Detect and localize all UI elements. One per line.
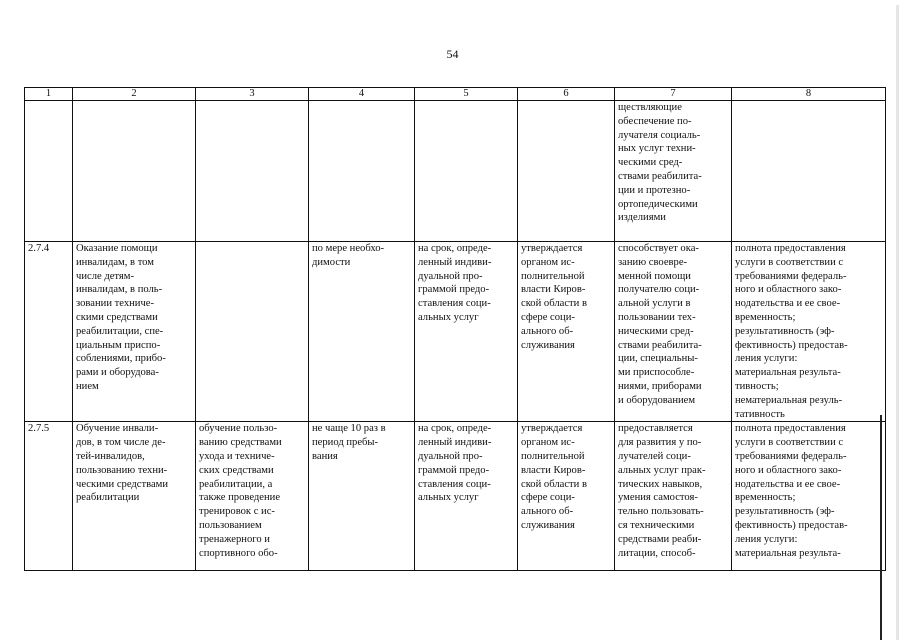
service-term: на срок, опреде- ленный индиви- дуальной про- граммой предо- ставления соци- альных услуг xyxy=(415,422,518,571)
table-row xyxy=(25,242,886,422)
column-header: 5 xyxy=(415,88,518,101)
service-frequency: не чаще 10 раз в период пребы- вания xyxy=(309,422,415,571)
column-header: 2 xyxy=(73,88,196,101)
row-number: 2.7.5 xyxy=(25,422,73,571)
scan-edge-shadow xyxy=(896,5,899,640)
service-cost: утверждается органом ис- полнительной власти Киров- ской области в сфере соци- ального об- служивания xyxy=(518,422,615,571)
table-cell xyxy=(309,101,415,242)
service-conditions: способствует ока- занию своевре- менной помощи получателю соци- альной услуги в пользовании тех- ническими сред- ствами реабилита- ции, специальны- ми приспособле- ниями, приборами и оборудованием xyxy=(615,242,732,422)
table-cell xyxy=(196,101,309,242)
services-table xyxy=(24,87,886,571)
column-header: 3 xyxy=(196,88,309,101)
service-quality: полнота предоставления услуги в соответствии с требованиями федераль- ного и областного зако- нодательства и ее свое- временность; результативность (эф- фективность) предостав- ления услуги: материальная результа- тивность; нематериальная резуль- тативность xyxy=(732,242,886,422)
scan-edge-line xyxy=(880,415,882,640)
column-header: 4 xyxy=(309,88,415,101)
service-description: обучение пользо- ванию средствами ухода и техниче- ских средствами реабилитации, а также проведение тренировок с ис- пользованием тренажерного и спортивного обо- xyxy=(196,422,309,571)
table-row xyxy=(25,422,886,571)
service-conditions: предоставляется для развития у по- лучателей соци- альных услуг прак- тических навыков, умения самостоя- тельно пользовать- ся техническими средствами реаби- литации, способ- xyxy=(615,422,732,571)
column-header: 1 xyxy=(25,88,73,101)
table-cell xyxy=(25,101,73,242)
service-term: на срок, опреде- ленный индиви- дуальной про- граммой предо- ставления соци- альных услуг xyxy=(415,242,518,422)
table-cell xyxy=(732,101,886,242)
service-name: Оказание помощи инвалидам, в том числе детям- инвалидам, в поль- зовании техниче- скими средствами реабилитации, спе- циальным приспо- соблениями, прибо- рами и оборудова- нием xyxy=(73,242,196,422)
column-header: 6 xyxy=(518,88,615,101)
table-cell: ществляющие обеспечение по- лучателя социаль- ных услуг техни- ческими сред- ствами реабилита- ции и протезно- ортопедическими изделиями xyxy=(615,101,732,242)
table-cell xyxy=(518,101,615,242)
row-number: 2.7.4 xyxy=(25,242,73,422)
service-description xyxy=(196,242,309,422)
table-cell xyxy=(415,101,518,242)
page-number: 54 xyxy=(446,47,459,61)
service-name: Обучение инвали- дов, в том числе де- тей-инвалидов, пользованию техни- ческими средствами реабилитации xyxy=(73,422,196,571)
header-row xyxy=(25,88,886,101)
service-frequency: по мере необхо- димости xyxy=(309,242,415,422)
service-quality: полнота предоставления услуги в соответствии с требованиями федераль- ного и областного зако- нодательства и ее свое- временность; результативность (эф- фективность) предостав- ления услуги: материальная результа- xyxy=(732,422,886,571)
service-cost: утверждается органом ис- полнительной власти Киров- ской области в сфере соци- ального об- служивания xyxy=(518,242,615,422)
table-cell xyxy=(73,101,196,242)
column-header: 7 xyxy=(615,88,732,101)
table-row xyxy=(25,101,886,242)
column-header: 8 xyxy=(732,88,886,101)
